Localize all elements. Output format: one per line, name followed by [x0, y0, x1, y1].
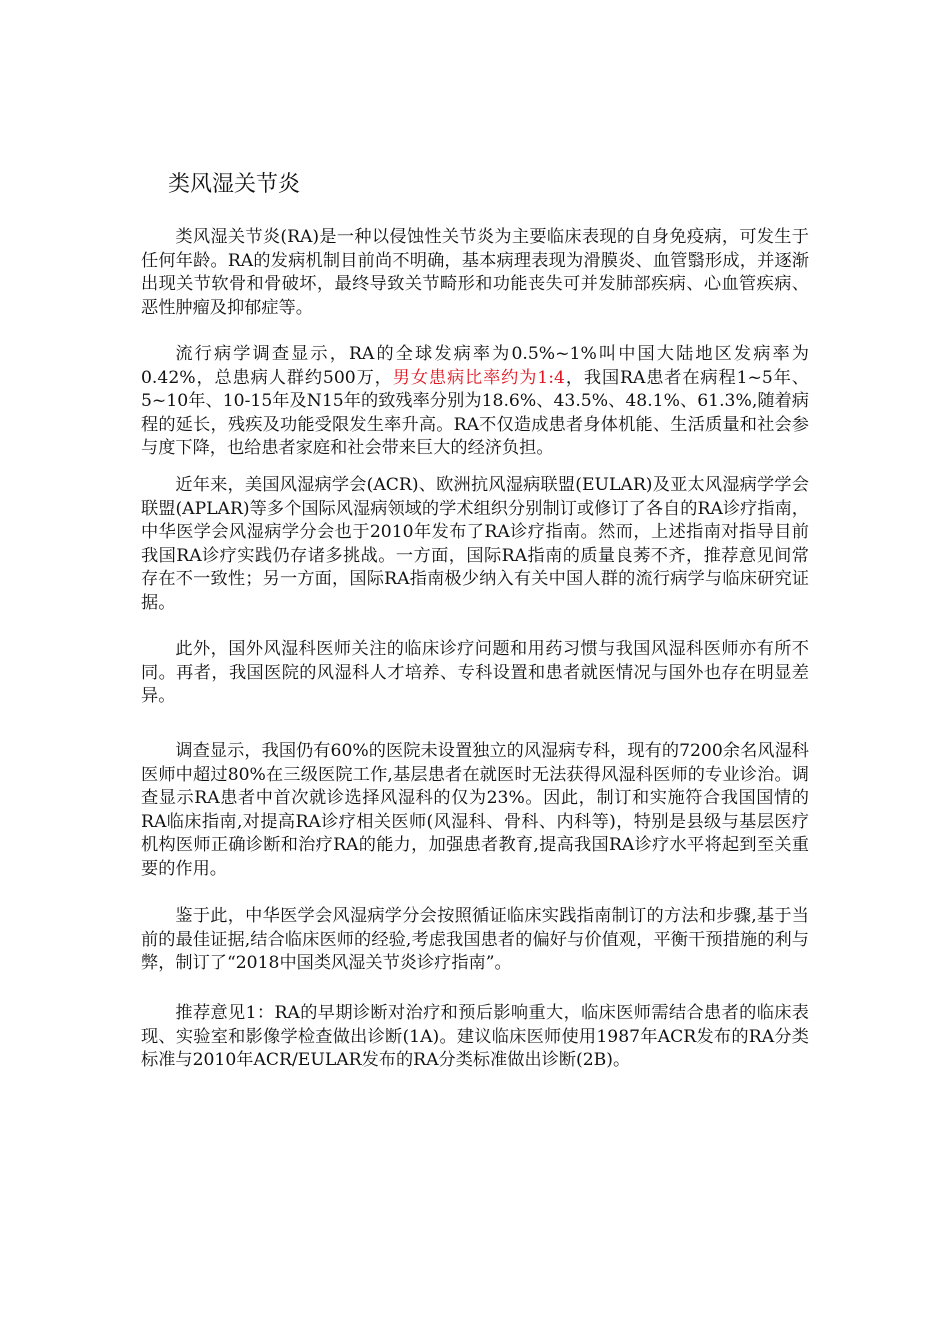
highlighted-text: 男女患病比率约为1:4: [392, 367, 565, 388]
document-title: 类风湿关节炎: [168, 172, 301, 197]
paragraph-text-before: 流行病学调查显示，RA的全球发病率为0.5%~1%叫中国大陆地区发病率为0.42%，总患病人群约500万，: [141, 344, 809, 388]
paragraph-differences: 此外，国外风湿科医师关注的临床诊疗问题和用药习惯与我国风湿科医师亦有所不同。再者，我国医院的风湿科人才培养、专科设置和患者就医情况与国外也存在明显差异。: [141, 639, 809, 707]
paragraph-survey: 调查显示，我国仍有60%的医院未设置独立的风湿病专科，现有的7200余名风湿科医师中超过80%在三级医院工作,基层患者在就医时无法获得风湿科医师的专业诊治。调查显示RA患者中首次就诊选择风湿科的仅为23%。因此，制订和实施符合我国国情的RA临床指南,对提高RA诊疗相关医师(风湿科、骨科、内科等)，特别是县级与基层医疗机构医师正确诊断和治疗RA的能力，加强患者教育,提高我国RA诊疗水平将起到至关重要的作用。: [141, 741, 809, 879]
paragraph-epidemiology: [141, 343, 809, 461]
paragraph-guideline-development: 鉴于此，中华医学会风湿病学分会按照循证临床实践指南制订的方法和步骤,基于当前的最佳证据,结合临床医师的经验,考虑我国患者的偏好与价值观，平衡干预措施的利与弊，制订了“2018中国类风湿关节炎诊疗指南”。: [141, 906, 809, 974]
paragraph-recommendation-1: 推荐意见1：RA的早期诊断对治疗和预后影响重大，临床医师需结合患者的临床表现、实验室和影像学检查做出诊断(1A)。建议临床医师使用1987年ACR发布的RA分类标准与2010年ACR/EULAR发布的RA分类标准做出诊断(2B)。: [141, 1003, 809, 1071]
paragraph-text-after: ，我国RA患者在病程1~5年、5~10年、10-15年及N15年的致残率分别为18.6%、43.5%、48.1%、61.3%,随着病程的延长，残疾及功能受限发生率升高。RA不仅造成患者身体机能、生活质量和社会参与度下降，也给患者家庭和社会带来巨大的经济负担。: [141, 367, 809, 459]
paragraph-definition: 类风湿关节炎(RA)是一种以侵蚀性关节炎为主要临床表现的自身免疫病，可发生于任何年龄。RA的发病机制目前尚不明确，基本病理表现为滑膜炎、血管翳形成，并逐渐出现关节软骨和骨破坏，最终导致关节畸形和功能丧失可并发肺部疾病、心血管疾病、恶性肿瘤及抑郁症等。: [141, 227, 809, 318]
paragraph-guidelines: 近年来，美国风湿病学会(ACR)、欧洲抗风湿病联盟(EULAR)及亚太风湿病学学会联盟(APLAR)等多个国际风湿病领域的学术组织分别制订或修订了各自的RA诊疗指南，中华医学会风湿病学分会也于2010年发布了RA诊疗指南。然而，上述指南对指导目前我国RA诊疗实践仍存诸多挑战。一方面，国际RA指南的质量良莠不齐，推荐意见间常存在不一致性；另一方面，国际RA指南极少纳入有关中国人群的流行病学与临床研究证据。: [141, 475, 809, 613]
